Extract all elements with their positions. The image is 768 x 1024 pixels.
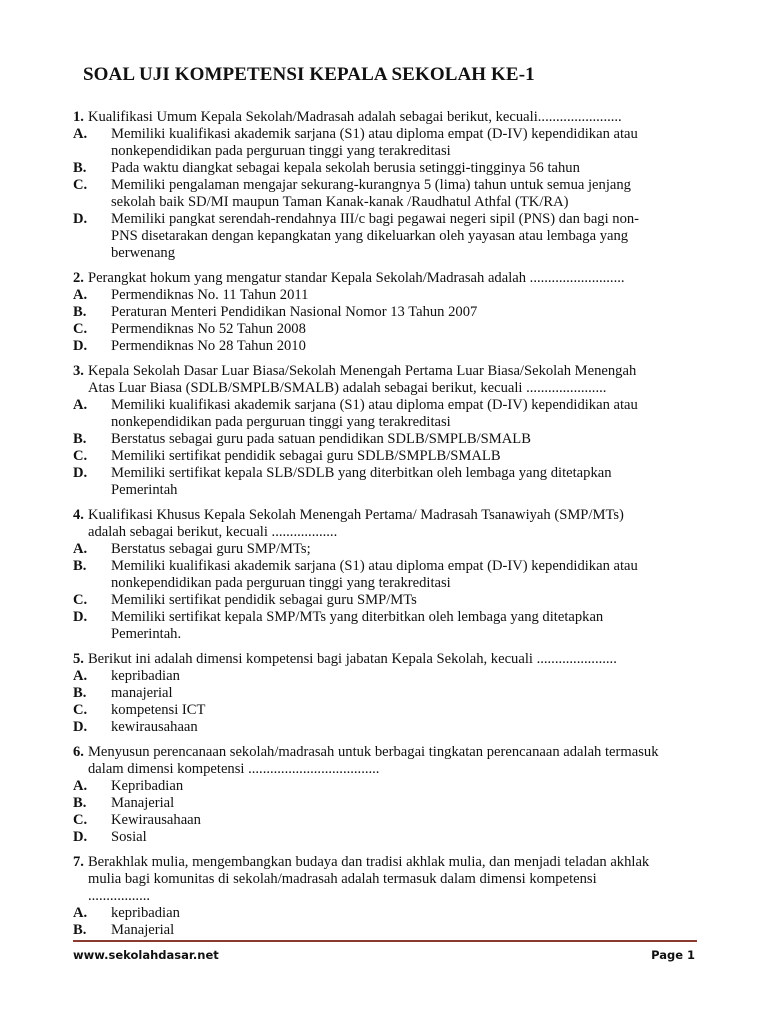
- option-text: Memiliki sertifikat pendidik sebagai guru SMP/MTs: [111, 592, 417, 608]
- question-text: Kualifikasi Khusus Kepala Sekolah Menengah Pertama/ Madrasah Tsanawiyah (SMP/MTs): [87, 507, 624, 523]
- answer-option: [73, 431, 713, 448]
- option-letter: A.: [73, 541, 88, 557]
- answer-option: [73, 177, 713, 211]
- question-text: mulia bagi komunitas di sekolah/madrasah adalah termasuk dalam dimensi kompetensi: [88, 871, 597, 887]
- option-letter: D.: [73, 211, 88, 227]
- option-letter: [73, 626, 111, 643]
- answer-option: [73, 160, 713, 177]
- question-text: Menyusun perencanaan sekolah/madrasah untuk berbagai tingkatan perencanaan adalah termasuk: [87, 744, 659, 760]
- question-stem-line: [73, 109, 713, 126]
- question-item: [73, 744, 713, 846]
- footer-website-link[interactable]: www.sekolahdasar.net: [73, 948, 219, 962]
- question-text: Berakhlak mulia, mengembangkan budaya dan tradisi akhlak mulia, dan menjadi teladan akhlak: [87, 854, 650, 870]
- question-text: adalah sebagai berikut, kecuali ..................: [88, 524, 338, 540]
- option-text: Memiliki sertifikat pendidik sebagai guru SDLB/SMPLB/SMALB: [111, 448, 501, 464]
- option-text: Manajerial: [111, 795, 175, 811]
- question-item: [73, 363, 713, 499]
- option-letter: [73, 194, 111, 211]
- option-letter: C.: [73, 702, 88, 718]
- option-letter: A.: [73, 397, 88, 413]
- option-letter: A.: [73, 287, 88, 303]
- question-stem-line: [73, 524, 713, 541]
- answer-option: [73, 922, 713, 939]
- option-letter: D.: [73, 338, 88, 354]
- option-letter: D.: [73, 719, 88, 735]
- option-letter: C.: [73, 592, 88, 608]
- option-text: kewirausahaan: [111, 719, 198, 735]
- footer-page-number: Page 1: [651, 948, 695, 962]
- option-text: berwenang: [111, 245, 176, 261]
- answer-option: [73, 795, 713, 812]
- question-text: dalam dimensi kompetensi ....................................: [88, 761, 380, 777]
- question-stem-line: [73, 270, 713, 287]
- document-title: SOAL UJI KOMPETENSI KEPALA SEKOLAH KE-1: [83, 64, 535, 85]
- option-text: Peraturan Menteri Pendidikan Nasional Nomor 13 Tahun 2007: [111, 304, 478, 320]
- question-text: Atas Luar Biasa (SDLB/SMPLB/SMALB) adalah sebagai berikut, kecuali ......................: [88, 380, 607, 396]
- option-text: Memiliki kualifikasi akademik sarjana (S1) atau diploma empat (D-IV) kependidikan atau: [111, 558, 638, 574]
- option-letter: B.: [73, 431, 87, 447]
- answer-option: [73, 126, 713, 160]
- option-letter: D.: [73, 609, 88, 625]
- option-text: Permendiknas No 52 Tahun 2008: [111, 321, 306, 337]
- option-text: Memiliki sertifikat kepala SMP/MTs yang diterbitkan oleh lembaga yang ditetapkan: [111, 609, 604, 625]
- answer-option: [73, 778, 713, 795]
- question-stem-line: [73, 761, 713, 778]
- option-letter: B.: [73, 304, 87, 320]
- question-stem-line: [73, 871, 713, 888]
- answer-option: [73, 338, 713, 355]
- answer-option: [73, 211, 713, 262]
- answer-option: [73, 812, 713, 829]
- option-text: Memiliki pengalaman mengajar sekurang-kurangnya 5 (lima) tahun untuk semua jenjang: [111, 177, 631, 193]
- option-text: Permendiknas No. 11 Tahun 2011: [111, 287, 309, 303]
- answer-option: [73, 304, 713, 321]
- option-letter: [73, 414, 111, 431]
- option-text: Memiliki pangkat serendah-rendahnya III/c bagi pegawai negeri sipil (PNS) dan bagi non-: [111, 211, 640, 227]
- option-text: manajerial: [111, 685, 173, 701]
- answer-option: [73, 609, 713, 643]
- question-stem-line: [73, 380, 713, 397]
- question-text: Kualifikasi Umum Kepala Sekolah/Madrasah adalah sebagai berikut, kecuali.......................: [87, 109, 622, 125]
- question-number: 4.: [73, 507, 84, 523]
- option-text: kompetensi ICT: [111, 702, 206, 718]
- question-text: Kepala Sekolah Dasar Luar Biasa/Sekolah Menengah Pertama Luar Biasa/Sekolah Menengah: [87, 363, 637, 379]
- option-text: kepribadian: [111, 905, 180, 921]
- question-stem-line: [73, 507, 713, 524]
- option-letter: A.: [73, 668, 88, 684]
- option-letter: B.: [73, 160, 87, 176]
- option-letter: [73, 143, 111, 160]
- answer-option: [73, 465, 713, 499]
- option-letter: A.: [73, 905, 88, 921]
- option-text: Berstatus sebagai guru SMP/MTs;: [111, 541, 311, 557]
- answer-option: [73, 905, 713, 922]
- question-number: 7.: [73, 854, 84, 870]
- question-stem-line: [73, 744, 713, 761]
- option-text: Pemerintah: [111, 482, 178, 498]
- answer-option: [73, 592, 713, 609]
- option-text: Sosial: [111, 829, 147, 845]
- option-letter: [73, 245, 111, 262]
- answer-option: [73, 287, 713, 304]
- option-letter: B.: [73, 795, 87, 811]
- answer-option: [73, 541, 713, 558]
- question-number: 1.: [73, 109, 84, 125]
- option-text: kepribadian: [111, 668, 180, 684]
- question-stem-line: [73, 363, 713, 380]
- question-number: 6.: [73, 744, 84, 760]
- option-letter: B.: [73, 558, 87, 574]
- question-item: [73, 854, 713, 939]
- answer-option: [73, 321, 713, 338]
- question-item: [73, 109, 713, 262]
- option-letter: C.: [73, 177, 88, 193]
- question-item: [73, 270, 713, 355]
- question-text: Berikut ini adalah dimensi kompetensi bagi jabatan Kepala Sekolah, kecuali ......................: [87, 651, 617, 667]
- option-text: nonkependidikan pada perguruan tinggi yang terakreditasi: [111, 414, 451, 430]
- option-letter: D.: [73, 465, 88, 481]
- answer-option: [73, 829, 713, 846]
- answer-option: [73, 702, 713, 719]
- option-letter: A.: [73, 126, 88, 142]
- option-text: Memiliki sertifikat kepala SLB/SDLB yang diterbitkan oleh lembaga yang ditetapkan: [111, 465, 612, 481]
- option-letter: D.: [73, 829, 88, 845]
- option-letter: [73, 228, 111, 245]
- option-letter: C.: [73, 812, 88, 828]
- question-stem-line: [73, 888, 713, 905]
- option-letter: [73, 482, 111, 499]
- question-text: .................: [88, 888, 151, 904]
- question-number: 3.: [73, 363, 84, 379]
- question-number: 5.: [73, 651, 84, 667]
- answer-option: [73, 685, 713, 702]
- option-text: nonkependidikan pada perguruan tinggi yang terakreditasi: [111, 143, 451, 159]
- option-text: Pemerintah.: [111, 626, 182, 642]
- option-letter: A.: [73, 778, 88, 794]
- option-text: nonkependidikan pada perguruan tinggi yang terakreditasi: [111, 575, 451, 591]
- option-text: Memiliki kualifikasi akademik sarjana (S1) atau diploma empat (D-IV) kependidikan atau: [111, 126, 638, 142]
- option-text: Kepribadian: [111, 778, 184, 794]
- question-number: 2.: [73, 270, 84, 286]
- answer-option: [73, 558, 713, 592]
- question-item: [73, 507, 713, 643]
- question-item: [73, 651, 713, 736]
- question-stem-line: [73, 854, 713, 871]
- answer-option: [73, 397, 713, 431]
- option-text: Manajerial: [111, 922, 175, 938]
- question-list: [73, 109, 713, 947]
- question-stem-line: [73, 651, 713, 668]
- question-text: Perangkat hokum yang mengatur standar Kepala Sekolah/Madrasah adalah ..........................: [87, 270, 625, 286]
- option-text: Permendiknas No 28 Tahun 2010: [111, 338, 306, 354]
- option-text: Kewirausahaan: [111, 812, 201, 828]
- footer-divider: [73, 940, 697, 942]
- answer-option: [73, 719, 713, 736]
- option-letter: B.: [73, 922, 87, 938]
- option-text: sekolah baik SD/MI maupun Taman Kanak-kanak /Raudhatul Athfal (TK/RA): [111, 194, 569, 210]
- option-text: PNS disetarakan dengan kepangkatan yang dikeluarkan oleh yayasan atau lembaga yang: [111, 228, 629, 244]
- option-letter: B.: [73, 685, 87, 701]
- option-text: Berstatus sebagai guru pada satuan pendidikan SDLB/SMPLB/SMALB: [111, 431, 531, 447]
- answer-option: [73, 448, 713, 465]
- answer-option: [73, 668, 713, 685]
- option-letter: [73, 575, 111, 592]
- option-text: Memiliki kualifikasi akademik sarjana (S1) atau diploma empat (D-IV) kependidikan atau: [111, 397, 638, 413]
- option-text: Pada waktu diangkat sebagai kepala sekolah berusia setinggi-tingginya 56 tahun: [111, 160, 580, 176]
- option-letter: C.: [73, 321, 88, 337]
- option-letter: C.: [73, 448, 88, 464]
